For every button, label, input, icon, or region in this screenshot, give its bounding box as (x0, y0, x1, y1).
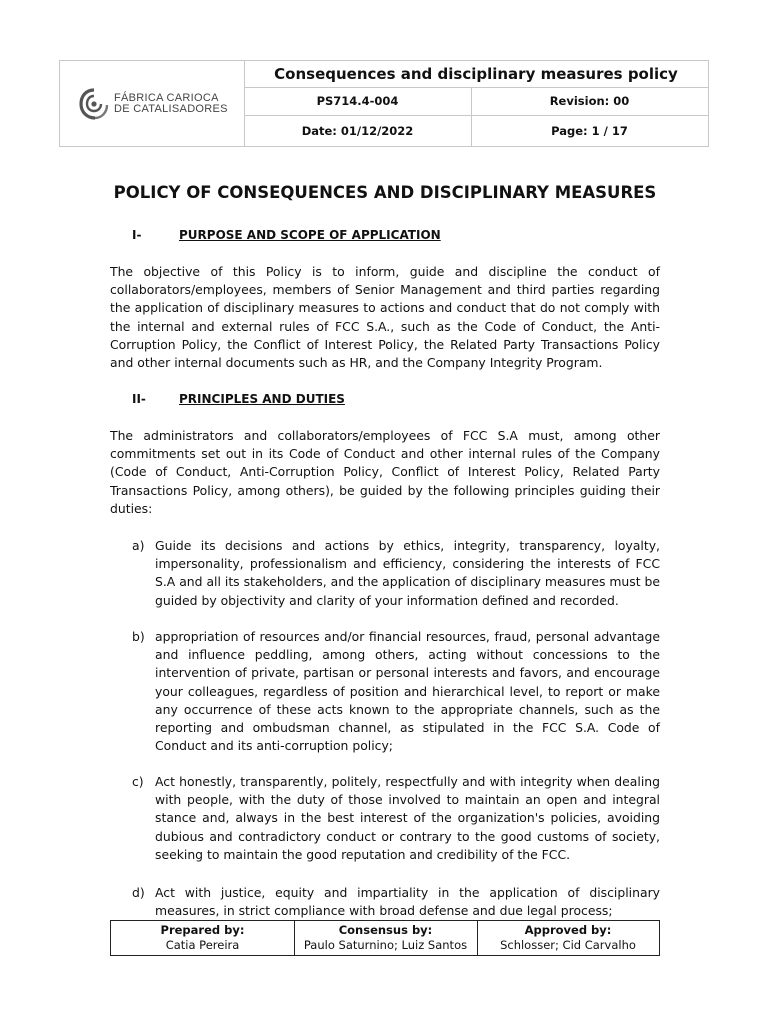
list-marker: b) (132, 629, 145, 644)
logo-swirl-icon (78, 87, 110, 121)
section-heading-principles (132, 392, 345, 406)
company-logo (78, 87, 228, 121)
principles-paragraph: The administrators and collaborators/employees of FCC S.A must, among other commitments set out in its Code of Conduct and other internal rules of the Company (Code of Conduct, Anti-Corruption Policy, Conflict of Interest Policy, Related Party Transactions Policy, among others), be guided by the following principles guiding their duties: (110, 428, 660, 516)
document-date: Date: 01/12/2022 (244, 116, 472, 146)
list-item (132, 773, 660, 864)
policy-title: Consequences and disciplinary measures policy (244, 61, 708, 88)
approved-by-cell (477, 921, 659, 955)
logo-text-line1: FÁBRICA CARIOCA (114, 92, 219, 104)
logo-cell (60, 61, 245, 146)
revision: Revision: 00 (471, 87, 708, 116)
list-marker: c) (132, 774, 144, 789)
section-label: PURPOSE AND SCOPE OF APPLICATION (179, 228, 441, 242)
section-number: II- (132, 392, 146, 406)
section-number: I- (132, 228, 142, 242)
document-code: PS714.4-004 (244, 87, 472, 116)
prepared-by-value: Catia Pereira (165, 938, 240, 952)
document-header (59, 60, 709, 147)
approval-table (110, 920, 660, 956)
document-title: POLICY OF CONSEQUENCES AND DISCIPLINARY MEASURES (113, 183, 657, 202)
list-item (132, 537, 660, 610)
prepared-by-cell (111, 921, 295, 955)
section-heading-purpose (132, 228, 441, 242)
list-item-text: Guide its decisions and actions by ethics, integrity, transparency, loyalty, impersonality, professionalism and efficiency, considering the interests of FCC S.A and all its stakeholders, and the application of disciplinary measures must be guided by objectivity and clarity of your information defined and recorded. (155, 538, 661, 608)
consensus-by-value: Paulo Saturnino; Luiz Santos (303, 938, 468, 952)
approved-by-label: Approved by: (524, 923, 612, 937)
logo-text-line2: DE CATALISADORES (114, 103, 228, 115)
list-item (132, 884, 660, 920)
prepared-by-label: Prepared by: (160, 923, 245, 937)
page-number: Page: 1 / 17 (551, 124, 628, 138)
list-marker: a) (132, 538, 145, 553)
purpose-paragraph: The objective of this Policy is to inform, guide and discipline the conduct of collaborators/employees, members of Senior Management and third parties regarding the application of disciplinary measures to actions and conduct that do not comply with the internal and external rules of FCC S.A., such as the Code of Conduct, the Anti-Corruption Policy, the Conflict of Interest Policy, the Related Party Transactions Policy and other internal documents such as HR, and the Company Integrity Program. (110, 264, 660, 371)
list-item-text: Act honestly, transparently, politely, respectfully and with integrity when dealing with people, with the duty of those involved to maintain an open and integral stance and, always in the best interest of the organization's policies, avoiding dubious and contradictory conduct or contrary to the good customs of society, seeking to maintain the good reputation and credibility of the FCC. (155, 774, 660, 862)
list-item-text: Act with justice, equity and impartiality in the application of disciplinary measures, in strict compliance with broad defense and due legal process; (155, 885, 660, 919)
approved-by-value: Schlosser; Cid Carvalho (500, 938, 636, 952)
list-item (132, 628, 660, 755)
consensus-by-label: Consensus by: (338, 923, 433, 937)
list-marker: d) (132, 885, 145, 900)
list-item-text: appropriation of resources and/or financial resources, fraud, personal advantage and influence peddling, among others, acting without concessions to the intervention of private, partisan or personal interests and favors, and encourage your colleagues, regardless of position and hierarchical level, to report or make any occurrence of these acts known to the appropriate channels, such as the reporting and ombudsman channel, as stipulated in the FCC S.A. Code of Conduct and its anti-corruption policy; (155, 629, 660, 754)
section-label: PRINCIPLES AND DUTIES (179, 392, 345, 406)
consensus-by-cell (294, 921, 478, 955)
